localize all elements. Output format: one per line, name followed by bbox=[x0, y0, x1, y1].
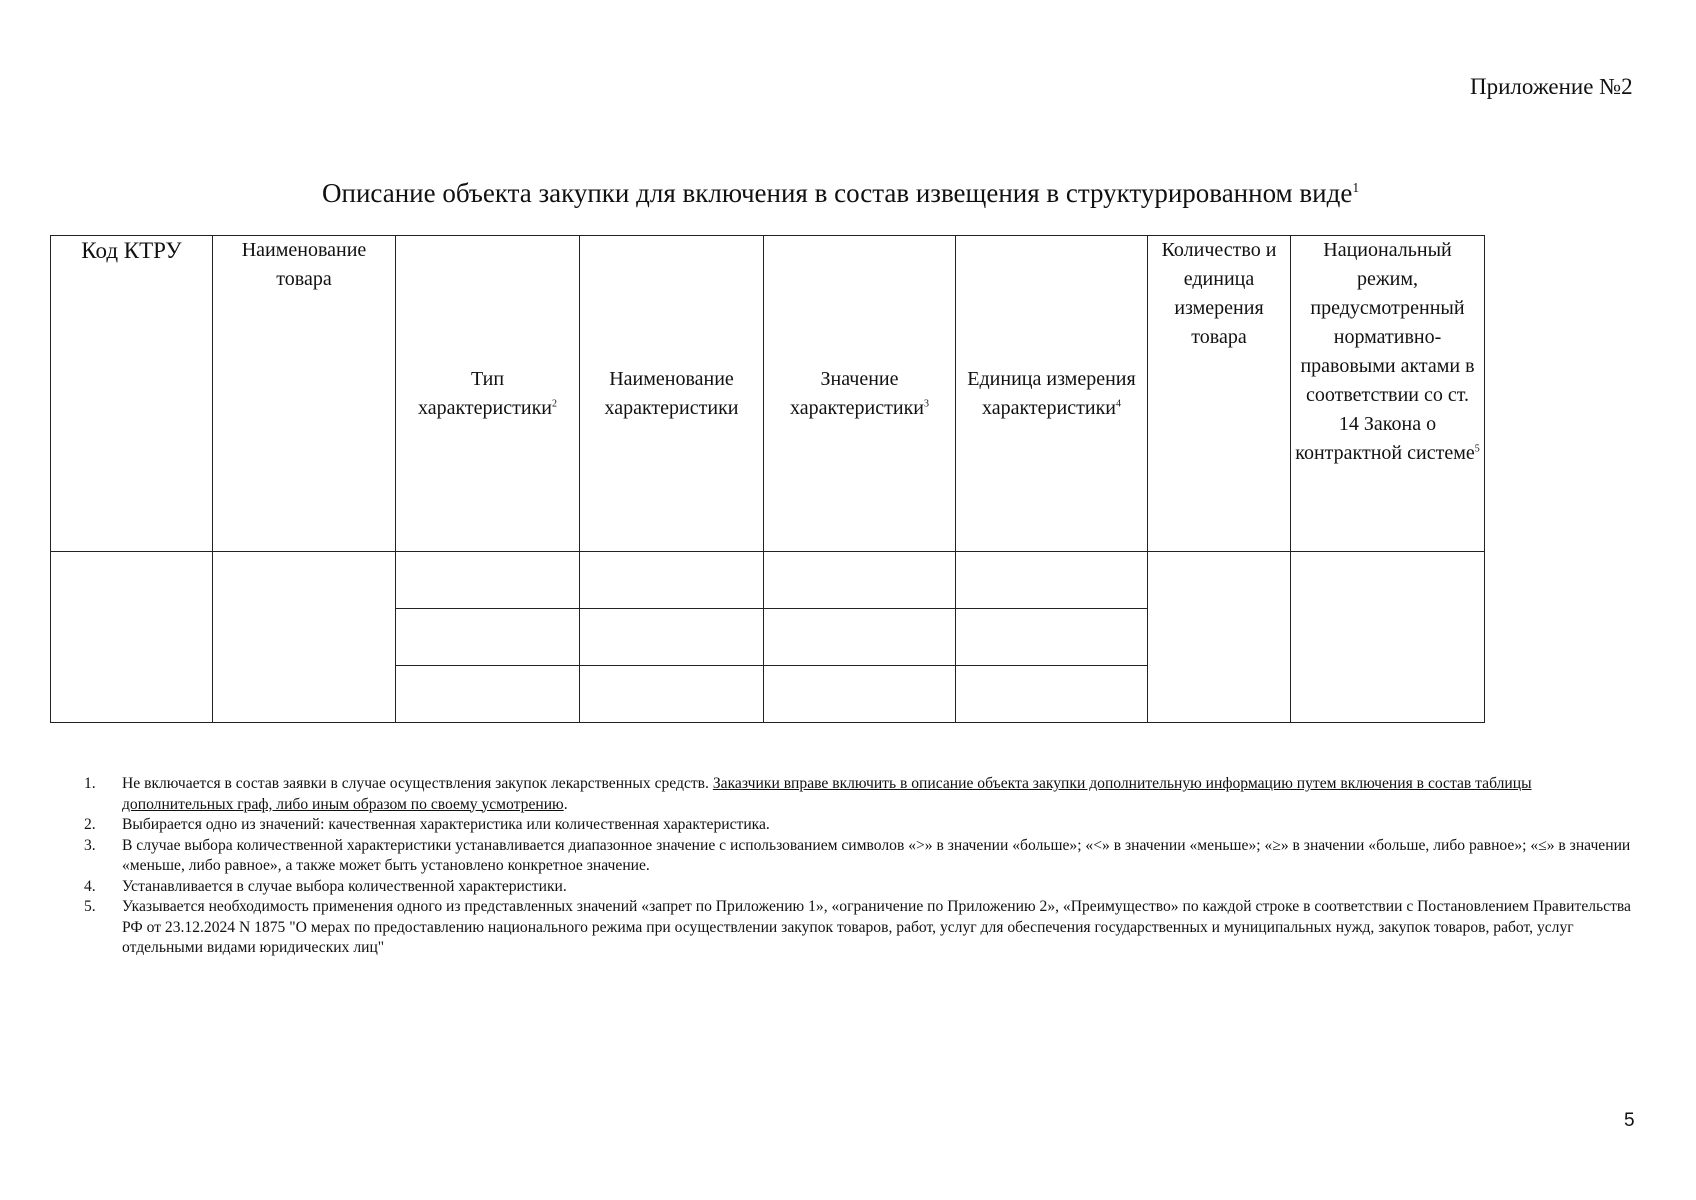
footnote-number: 4. bbox=[84, 877, 96, 895]
header-char-type-text: Тип характеристики bbox=[417, 367, 552, 419]
footnote-text: Указывается необходимость применения одного из представленных значений «запрет по Приложению 1», «ограничение по Приложению 2», «Преимущество» по каждой строке в соответствии с Постановлением Правительства РФ от 23.12.2024 N 1875 "О мерах по предоставлению национального режима при осуществлении закупок товаров, работ, услуг для обеспечения государственных и муниципальных нужд, закупок товаров, работ, услуг отдельными видами юридических лиц" bbox=[122, 898, 1631, 956]
title-footnote-ref: 1 bbox=[1352, 180, 1360, 195]
header-national-regime bbox=[1291, 236, 1485, 552]
cell-char-type bbox=[396, 666, 580, 723]
cell-char-unit bbox=[956, 666, 1148, 723]
header-quantity-unit: Количество и единица измерения товара bbox=[1148, 236, 1291, 552]
header-char-unit bbox=[956, 236, 1148, 552]
footnote-item bbox=[78, 897, 1644, 959]
footnote-underlined-text: Заказчики вправе включить в описание объекта закупки дополнительную информацию путем включения в состав таблицы дополнительных граф, либо иным образом по своему усмотрению bbox=[122, 775, 1532, 813]
cell-national-regime bbox=[1291, 552, 1485, 723]
cell-char-type bbox=[396, 552, 580, 609]
footnote-number: 5. bbox=[84, 898, 96, 915]
header-char-type bbox=[396, 236, 580, 552]
page-number: 5 bbox=[1624, 1110, 1635, 1131]
header-char-unit-text: Единица измерения характеристики bbox=[967, 367, 1136, 419]
header-char-value-text: Значение характеристики bbox=[789, 367, 924, 419]
header-ktru-code: Код КТРУ bbox=[51, 236, 213, 552]
table-row bbox=[51, 552, 1485, 609]
cell-quantity-unit bbox=[1148, 552, 1291, 723]
cell-ktru-code bbox=[51, 552, 213, 723]
header-char-type-ref: 2 bbox=[552, 397, 557, 409]
cell-char-name bbox=[580, 609, 764, 666]
header-national-regime-ref: 5 bbox=[1474, 443, 1480, 455]
cell-char-value bbox=[764, 552, 956, 609]
cell-char-type bbox=[396, 609, 580, 666]
footnote-number: 1. bbox=[84, 775, 96, 792]
cell-char-unit bbox=[956, 609, 1148, 666]
footnote-text: Выбирается одно из значений: качественная характеристика или количественная характеристика. bbox=[122, 816, 770, 833]
cell-char-name bbox=[580, 552, 764, 609]
header-char-value-ref: 3 bbox=[924, 397, 929, 409]
footnote-number: 2. bbox=[84, 816, 96, 833]
footnote-text: В случае выбора количественной характеристики устанавливается диапазонное значение с использованием символов «>» в значении «больше»; «<» в значении «меньше»; «≥» в значении «больше, либо равное»; «≤» в значении «меньше, либо равное», а также может быть установлено конкретное значение. bbox=[122, 836, 1631, 874]
cell-product-name bbox=[213, 552, 396, 723]
header-char-name: Наименование характеристики bbox=[580, 236, 764, 552]
cell-char-name bbox=[580, 666, 764, 723]
footnotes-list bbox=[78, 774, 1644, 959]
footnote-tail: . bbox=[563, 795, 568, 813]
document-title bbox=[322, 178, 1359, 209]
procurement-spec-table bbox=[50, 235, 1485, 723]
header-char-unit-ref: 4 bbox=[1116, 397, 1121, 409]
table-header-row bbox=[51, 236, 1485, 552]
cell-char-unit bbox=[956, 552, 1148, 609]
footnote-item bbox=[78, 836, 1644, 877]
header-national-regime-text: Национальный режим, предусмотренный нормативно-правовыми актами в соответствии со ст. 14 Закона о контрактной системе bbox=[1295, 239, 1475, 464]
header-product-name: Наименование товара bbox=[213, 236, 396, 552]
footnote-item bbox=[78, 815, 1644, 836]
footnote-text: Устанавливается в случае выбора количественной характеристики. bbox=[122, 877, 567, 895]
cell-char-value bbox=[764, 609, 956, 666]
title-text: Описание объекта закупки для включения в состав извещения в структурированном виде bbox=[322, 178, 1353, 208]
header-char-value bbox=[764, 236, 956, 552]
cell-char-value bbox=[764, 666, 956, 723]
footnote-text: Не включается в состав заявки в случае осуществления закупок лекарственных средств. bbox=[122, 775, 713, 792]
footnote-item bbox=[78, 774, 1644, 815]
footnote-item bbox=[78, 877, 1644, 898]
appendix-label: Приложение №2 bbox=[1470, 74, 1633, 99]
footnote-number: 3. bbox=[84, 836, 96, 854]
